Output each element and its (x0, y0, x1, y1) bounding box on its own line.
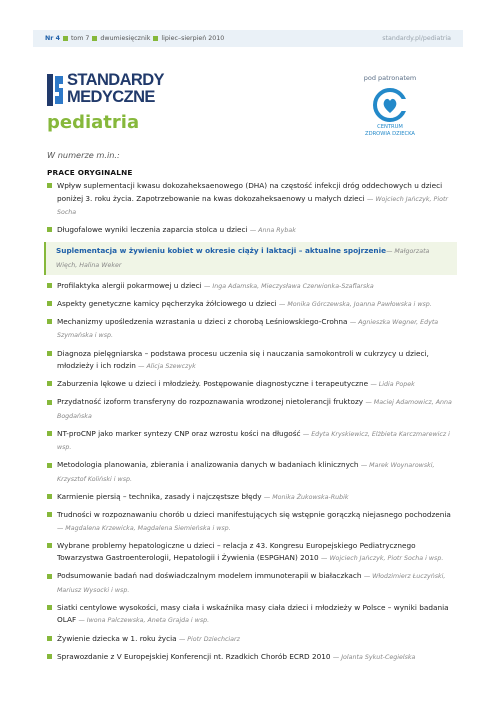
article-authors: — Iwona Palczewska, Aneta Grajda i wsp. (78, 617, 210, 625)
bullet-square-icon (47, 463, 52, 468)
article-authors: — Włodzimierz Łuczyński, Mariusz Wysocki i wsp. (57, 573, 446, 594)
article-title: Żywienie dziecka w 1. roku życia (57, 633, 177, 643)
bullet-square-icon (47, 183, 52, 188)
article-title: Diagnoza pielęgniarska – podstawa procesu uczenia się i nauczania samokontroli w cukrzycy u dzieci, młodzieży i ich rodzin (57, 348, 429, 371)
volume: tom 7 (70, 35, 90, 42)
article-item[interactable] (47, 570, 457, 597)
article-title: Długofalowe wyniki leczenia zaparcia stolca u dzieci (57, 225, 248, 235)
article-authors: — Małgorzata Więch, Halina Weker (56, 248, 430, 269)
article-authors: — Monika Żukowska-Rubik (263, 494, 349, 502)
article-authors: — Piotr Dziechciarz (178, 635, 240, 643)
bullet-square-icon (153, 36, 158, 41)
bullet-square-icon (47, 494, 52, 499)
period: lipiec–sierpień 2010 (161, 35, 225, 42)
article-item[interactable] (47, 540, 457, 566)
issue-number: Nr 4 (45, 35, 60, 42)
contents-intro: W numerze m.in.: (47, 150, 120, 160)
bullet-square-icon (47, 574, 52, 579)
article-item[interactable] (47, 396, 457, 423)
article-title: Trudności w rozpoznawaniu chorób u dzieci manifestujących się wstępnie gorączką niejasnego pochodzenia (57, 510, 451, 520)
article-title: Suplementacja w żywieniu kobiet w okresie ciąży i laktacji – aktualne spojrzenie (56, 246, 387, 256)
article-item[interactable] (47, 180, 457, 220)
issue-meta (45, 35, 224, 42)
bullet-square-icon (63, 36, 68, 41)
article-title: Sprawozdanie z V Europejskiej Konferencji nt. Rzadkich Chorób ECRD 2010 (57, 651, 331, 661)
article-authors: — Maciej Adamowicz, Anna Bogdańska (57, 399, 452, 420)
article-authors: — Jolanta Sykut-Cegielska (332, 653, 416, 661)
article-title: Wybrane problemy hepatologiczne u dzieci – relacja z 43. Kongresu Europejskiego Pediatrycznego Towarzystwa Gastroenterologii, Hepatologii i Żywienia (ESPGHAN) 2010 (57, 540, 416, 563)
article-item[interactable] (47, 428, 457, 455)
article-authors: — Agnieszka Wegner, Edyta Szymańska i wsp. (57, 318, 439, 340)
article-authors: — Wojciech Jańczyk, Piotr Socha (57, 195, 449, 216)
category-heading: PRACE ORYGINALNE (47, 168, 133, 177)
article-item[interactable] (47, 378, 457, 392)
article-title: NT-proCNP jako marker syntezy CNP oraz wzrostu kości na długość (57, 428, 301, 438)
article-authors: — Alicja Szewczyk (138, 363, 196, 371)
frequency: dwumiesięcznik (100, 35, 151, 42)
article-item[interactable] (47, 224, 457, 238)
article-item[interactable] (47, 651, 457, 665)
bullet-square-icon (92, 36, 97, 41)
bullet-square-icon (47, 301, 52, 306)
patronage-org-line-2: ZDROWIA DZIECKA (365, 131, 415, 137)
article-item[interactable] (47, 316, 457, 343)
article-item[interactable] (47, 280, 457, 294)
article-title: Profilaktyka alergii pokarmowej u dzieci (57, 280, 202, 290)
bullet-square-icon (47, 227, 52, 232)
article-item[interactable] (47, 298, 457, 312)
patronage-org-line-1: CENTRUM (377, 124, 403, 130)
bullet-square-icon (47, 381, 52, 386)
czd-logo-icon (373, 88, 407, 122)
bullet-square-icon (47, 351, 52, 356)
article-list (47, 180, 457, 669)
article-title: Mechanizmy upośledzenia wzrastania u dzieci z chorobą Leśniowskiego-Crohna (57, 316, 348, 326)
site-url: standardy.pl/pediatria (382, 35, 451, 42)
bullet-square-icon (47, 283, 52, 288)
issue-info-bar (33, 30, 463, 47)
article-authors: — Edyta Kryskiewicz, Elżbieta Karczmarewicz i wsp. (57, 430, 450, 452)
bullet-square-icon (47, 319, 52, 324)
patronage-label: pod patronatem (363, 74, 417, 82)
brand-line-1: STANDARDY (67, 71, 164, 89)
article-authors: — Monika Górczewska, Joanna Pawłowska i wsp. (279, 300, 432, 308)
article-authors: — Magdalena Krzewicka, Magdalena Siemieńska i wsp. (57, 524, 231, 532)
article-item[interactable] (47, 491, 457, 505)
article-item[interactable] (47, 459, 457, 486)
brand-line-2: MEDYCZNE (67, 88, 155, 106)
article-title: Podsumowanie badań nad doświadczalnym modelem immunoterapii w białaczkach (57, 571, 362, 581)
article-title: Siatki centylowe wysokości, masy ciała i wskaźnika masy ciała dzieci i młodzieży w Polsce – wyniki badania OLAF (57, 602, 449, 625)
article-title: Aspekty genetyczne kamicy pęcherzyka żółciowego u dzieci (57, 298, 277, 308)
bullet-square-icon (47, 431, 52, 436)
bullet-square-icon (47, 400, 52, 405)
article-authors: — Inga Adamska, Mieczysława Czerwionka-Szaflarska (204, 282, 374, 290)
article-authors: — Anna Rybak (249, 227, 296, 235)
article-title: Metodologia planowania, zbierania i analizowania danych w badaniach klinicznych (57, 460, 359, 470)
article-authors: — Wojciech Jańczyk, Piotr Socha i wsp. (321, 555, 444, 563)
article-title: Wpływ suplementacji kwasu dokozaheksaenowego (DHA) na częstość infekcji dróg oddechowych u dzieci poniżej 3. roku życia. Zapotrzebowanie na kwas dokozaheksaenowy u małych dzieci (57, 181, 443, 203)
bullet-square-icon (47, 543, 52, 548)
article-authors: — Marek Woynarowski, Krzysztof Koliński i wsp. (57, 462, 435, 483)
article-item[interactable] (47, 602, 457, 628)
section-title: pediatria (47, 112, 140, 133)
article-item[interactable] (47, 633, 457, 647)
bullet-square-icon (47, 636, 52, 641)
bullet-square-icon (47, 512, 52, 517)
bullet-square-icon (47, 654, 52, 659)
featured-article-item[interactable] (44, 242, 457, 275)
article-item[interactable] (47, 509, 457, 535)
brand-logo-text (67, 72, 164, 106)
brand-logo-icon (47, 74, 63, 106)
article-title: Zaburzenia lękowe u dzieci i młodzieży. Postępowanie diagnostyczne i terapeutyczne (57, 379, 369, 389)
bullet-square-icon (47, 605, 52, 610)
article-authors: — Lidia Popek (370, 381, 415, 389)
article-title: Karmienie piersią – technika, zasady i najczęstsze błędy (57, 492, 262, 502)
article-item[interactable] (47, 348, 457, 374)
patronage-block (352, 74, 428, 138)
article-title: Przydatność izoform transferyny do rozpoznawania wrodzonej nietolerancji fruktozy (57, 397, 364, 407)
